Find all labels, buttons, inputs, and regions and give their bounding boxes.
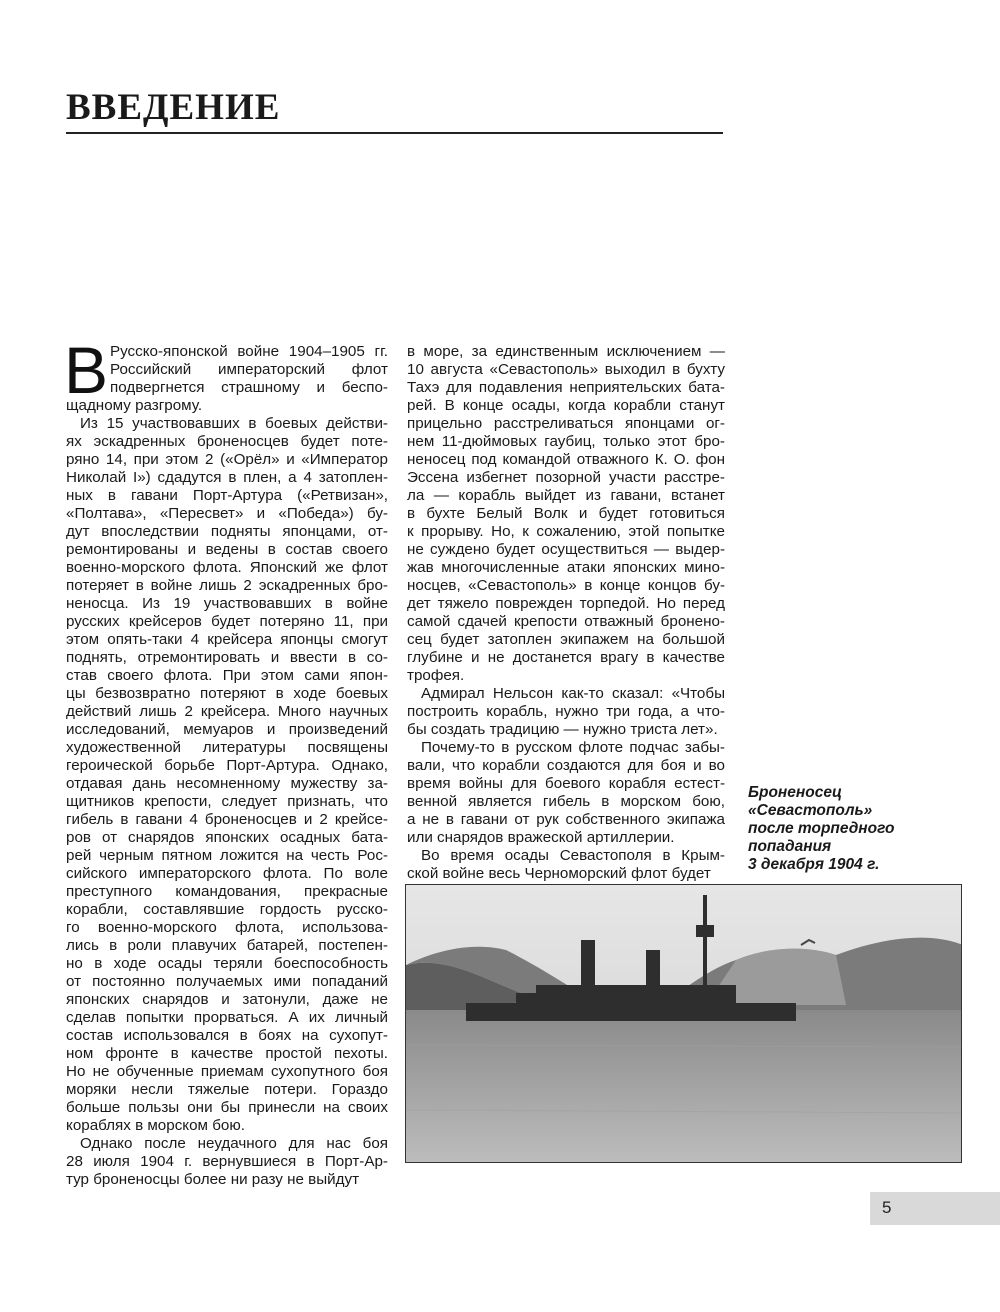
text-line: ров от снарядов японских осадных бата- [66, 829, 388, 846]
text-line: неносца. Из 19 участвовавших в войне [66, 595, 388, 612]
text-line: корабли, составлявшие гордость русско- [66, 901, 388, 918]
text-line: рей. В конце осады, когда корабли станут [407, 397, 725, 414]
text-line: а не в гавани от рук собственного экипажа [407, 811, 725, 828]
text-line: военно-морского флота. Японский же флот [66, 559, 388, 576]
caption-line: «Севастополь» [748, 802, 873, 819]
text-line: но в ходе осады теряли боеспособность [66, 955, 388, 972]
text-line: жав многочисленные атаки японских мино- [407, 559, 725, 576]
text-line: глубине и не достанется врагу в качестве [407, 649, 725, 666]
text-line: неносец под командой отважного К. О. фон [407, 451, 725, 468]
text-line: время войны для боевого корабля естест- [407, 775, 725, 792]
text-line: ных в гавани Порт-Артура («Ретвизан», [66, 487, 388, 504]
text-column-left [64, 333, 388, 1189]
text-line: японских снарядов и затонули, даже не [66, 991, 388, 1008]
text-line: ской войне весь Черноморский флот будет [407, 865, 711, 882]
text-line: состав использовался в боях на сухопут- [66, 1027, 388, 1044]
text-line: прицельно расстреливаться японцами ог- [407, 415, 725, 432]
text-line: героической борьбе Порт-Артура. Однако, [66, 757, 388, 774]
text-line: исследований, мемуаров и произведений [66, 721, 388, 738]
text-line: самой сдачей крепости отважный броненo- [407, 613, 725, 630]
text-line: действий лишь 2 крейсера. Много научных [66, 703, 388, 720]
text-line: Адмирал Нельсон как-то сказал: «Чтобы [421, 685, 725, 702]
text-line: русских крейсеров будет потеряно 11, при [66, 613, 388, 630]
text-line: построить корабль, нужно три года, а что- [407, 703, 725, 720]
text-line: не суждено будет осуществиться — выдер- [407, 541, 725, 558]
text-line: ряно 14, при этом 2 («Орёл» и «Император [66, 451, 388, 468]
text-line: щадному разгрому. [66, 397, 203, 414]
text-line: венной является гибель в морском бою, [407, 793, 725, 810]
text-line: тур броненосцы более ни разу не выйдут [66, 1171, 360, 1188]
text-line: сделав попытки прорваться. А их личный [66, 1009, 388, 1026]
caption-line: Броненосец [748, 784, 842, 801]
text-line: Русско-японской войне 1904–1905 гг. [110, 343, 388, 360]
caption-line: 3 декабря 1904 г. [748, 856, 880, 873]
text-line: го военно-морского флота, использова- [66, 919, 388, 936]
text-line: щитников крепости, следует признать, что [66, 793, 388, 810]
text-line: став своего флота. При этом сами япон- [66, 667, 388, 684]
text-line: поднять, отремонтировать и ввести в со- [66, 649, 388, 666]
text-line: ях эскадренных броненосцев будет поте- [66, 433, 388, 450]
page-number: 5 [882, 1198, 892, 1217]
text-line: «Полтава», «Пересвет» и «Победа») бу- [66, 505, 388, 522]
text-line: моряки несли тяжелые потери. Гораздо [66, 1081, 388, 1098]
text-line: ремонтированы и ведены в состав своего [66, 541, 388, 558]
text-line: художественной литературы посвящены [66, 739, 388, 756]
text-line: гибель в гавани 4 броненосцев и 2 крейсе- [66, 811, 388, 828]
text-line: Эссена избегнет позорной участи расстре- [407, 469, 725, 486]
text-line: 10 августа «Севастополь» выходил в бухту [407, 361, 725, 378]
text-line: от постоянно получаемых ими попаданий [66, 973, 388, 990]
text-line: потеряет в войне лишь 2 эскадренных бро- [66, 577, 388, 594]
text-line: Тахэ для подавления неприятельских бата- [407, 379, 725, 396]
text-line: или снарядов вражеской артиллерии. [407, 829, 675, 846]
caption-line: после торпедного [748, 820, 895, 837]
text-line: Во время осады Севастополя в Крым- [421, 847, 725, 864]
text-line: Но не обученные приемам сухопутного боя [66, 1063, 388, 1080]
text-line: цы безвозвратно потеряют в ходе боевых [66, 685, 388, 702]
text-line: 28 июля 1904 г. вернувшиеся в Порт-Ар- [66, 1153, 388, 1170]
text-line: носцев, «Севастополь» в конце концов бу- [407, 577, 725, 594]
text-line: этом опять-таки 4 крейсера японцы смогут [66, 631, 388, 648]
page-number-box [870, 1192, 1000, 1225]
text-line: подвергнется страшному и беспо- [110, 379, 388, 396]
text-line: сец будет затоплен экипажем на большой [407, 631, 725, 648]
text-line: Почему-то в русском флоте подчас забы- [421, 739, 725, 756]
text-line: трофея. [407, 667, 465, 684]
page-title: ВВЕДЕНИЕ [66, 87, 281, 128]
text-column-right [407, 343, 725, 883]
text-line: лись в роли плавучих батарей, постепен- [66, 937, 388, 954]
text-line: больше пользы они бы принесли на своих [66, 1099, 388, 1116]
text-line: Николай I») сдадутся в плен, а 4 затоплен- [66, 469, 388, 486]
text-line: в бухте Белый Волк и будет готовиться [407, 505, 725, 522]
text-line: отдавая дань несомненному мужеству за- [66, 775, 388, 792]
drop-cap: В [64, 333, 109, 407]
text-line: рей черным пятном ложится на честь Рос- [66, 847, 388, 864]
title-rule [66, 132, 723, 134]
text-line: ном фронте в качестве простой пехоты. [66, 1045, 388, 1062]
text-line: дет тяжело поврежден торпедой. Но перед [407, 595, 725, 612]
text-line: Однако после неудачного для нас боя [80, 1135, 388, 1152]
text-line: преступного командования, прекрасные [66, 883, 388, 900]
text-line: к прорыву. Но, к сожалению, этой попытке [407, 523, 725, 540]
text-line: в море, за единственным исключением — [407, 343, 725, 360]
text-line: сийского императорского флота. По воле [66, 865, 388, 882]
text-line: ла — корабль выйдет из гавани, встанет [407, 487, 725, 504]
text-line: кораблях в морском бою. [66, 1117, 245, 1134]
text-line: Из 15 участвовавших в боевых действи- [80, 415, 388, 432]
photo-caption [748, 784, 894, 874]
text-line: бы создать традицию — нужно триста лет». [407, 721, 718, 738]
caption-line: попадания [748, 838, 832, 855]
text-line: Российский императорский флот [110, 361, 388, 378]
text-line: нем 11-дюймовых гаубиц, только этот бро- [407, 433, 725, 450]
text-line: вали, что корабли создаются для боя и во [407, 757, 725, 774]
text-line: дут впоследствии подняты японцами, от- [66, 523, 388, 540]
battleship-photo [405, 884, 962, 1163]
